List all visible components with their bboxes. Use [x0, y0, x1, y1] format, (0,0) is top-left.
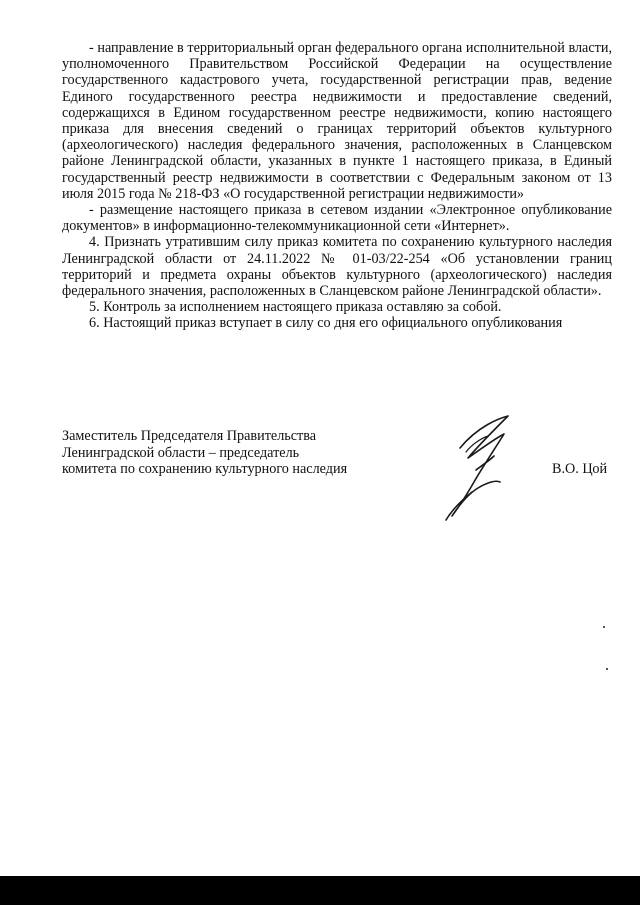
scan-speck — [603, 626, 605, 628]
signer-name: В.О. Цой — [552, 461, 608, 477]
paragraph-item-6-effect: 6. Настоящий приказ вступает в силу со дня его официального опубликования — [89, 315, 563, 332]
position-line-1: Заместитель Председателя Правительства — [62, 428, 317, 444]
scan-bottom-border — [0, 876, 640, 905]
paragraph-item-4-repeal: 4. Признать утратившим силу приказ комитета по сохранению культурного наследия Ленинградской области от 24.11.2022 № 01-03/22-254 «Об установлении границ территорий и предмета охраны объектов культурного (археологического) наследия федерального значения, расположенных в Сланцевском районе Ленинградской области». — [62, 234, 612, 300]
position-line-3: комитета по сохранению культурного наследия — [62, 461, 348, 477]
position-line-2: Ленинградской области – председатель — [62, 444, 300, 461]
paragraph-online-publication: - размещение настоящего приказа в сетевом издании «Электронное опубликование документов» в информационно-телекоммуникационной сети «Интернет». — [62, 202, 612, 235]
handwritten-signature-icon — [438, 408, 528, 526]
document-body — [62, 40, 612, 332]
paragraph-item-5-control: 5. Контроль за исполнением настоящего приказа оставляю за собой. — [89, 299, 502, 316]
signatory-position — [62, 428, 392, 478]
scan-speck — [606, 668, 608, 670]
paragraph-cadastre-direction: - направление в территориальный орган федерального органа исполнительной власти, уполномоченного Правительством Российской Федерации на осуществление государственного кадастрового учета, государственной регистрации прав, ведение Единого государственного реестра недвижимости и предоставление сведений, содержащихся в Едином государственном реестре недвижимости, копию настоящего приказа для внесения сведений о границах территорий объектов культурного (археологического) наследия федерального значения, расположенных в Сланцевском районе Ленинградской области, указанных в пункте 1 настоящего приказа, в Единый государственный реестр недвижимости в соответствии с Федеральным законом от 13 июля 2015 года № 218-ФЗ «О государственной регистрации недвижимости» — [62, 40, 612, 202]
